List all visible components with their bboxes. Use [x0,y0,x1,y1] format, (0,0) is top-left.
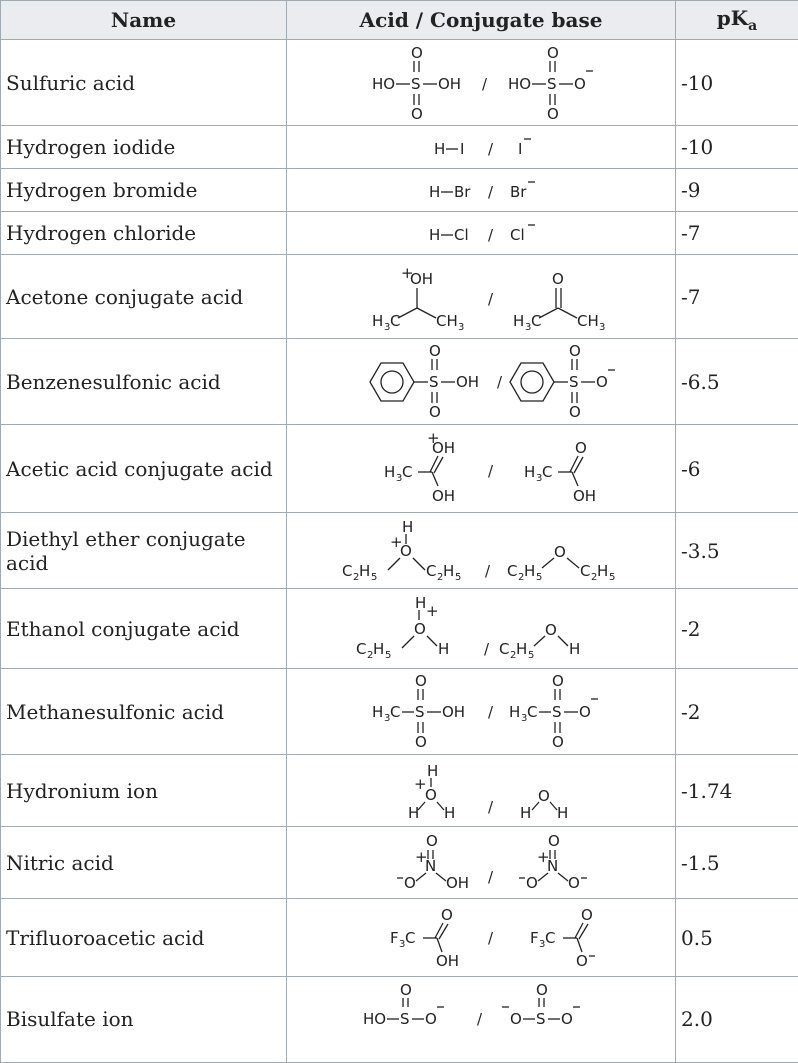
svg-text:O: O [548,832,560,850]
svg-text:/: / [488,290,494,308]
row-pka: -2 [676,589,798,669]
svg-text:O: O [575,439,587,457]
structure-nitric-acid [287,827,676,899]
structure-hydronium [287,755,676,827]
svg-text:2: 2 [591,572,597,583]
svg-text:Br: Br [454,183,471,201]
svg-text:H: H [373,640,384,658]
svg-text:O: O [552,270,564,288]
svg-text:3: 3 [384,713,390,724]
row-name: Trifluoroacetic acid [1,899,287,977]
svg-text:/: / [488,703,494,721]
row-pka: -10 [676,40,798,126]
table-row [1,899,798,977]
row-pka: -7 [676,212,798,255]
svg-text:OH: OH [410,270,433,288]
svg-text:OH: OH [456,373,479,391]
base-structure [530,906,595,970]
svg-text:O: O [415,733,427,751]
svg-text:S: S [547,75,557,93]
structure-hydrogen-bromide [287,169,676,212]
svg-text:H: H [408,804,419,822]
svg-text:H: H [384,463,395,481]
svg-text:/: / [488,183,494,201]
row-pka: -2 [676,669,798,755]
base-structure [520,787,568,822]
svg-text:5: 5 [536,572,542,583]
acid-structure [356,594,449,661]
svg-text:5: 5 [609,572,615,583]
svg-text:3: 3 [539,939,545,950]
svg-text:O: O [425,786,437,804]
svg-text:O: O [538,787,550,805]
svg-text:O: O [545,621,557,639]
table-row [1,169,798,212]
svg-text:5: 5 [385,650,391,661]
svg-text:3: 3 [396,473,402,484]
svg-text:/: / [488,140,494,158]
table-row [1,513,798,589]
svg-text:O: O [429,342,441,360]
acid-structure [370,342,479,421]
svg-text:C: C [527,703,537,721]
svg-text:/: / [497,373,503,391]
row-pka: -9 [676,169,798,212]
header-pka-main: pK [717,6,748,30]
row-name: Nitric acid [1,827,287,899]
svg-text:I: I [460,140,464,158]
svg-text:/: / [488,226,494,244]
svg-text:3: 3 [458,322,464,333]
row-name: Hydronium ion [1,755,287,827]
svg-text:O: O [596,373,608,391]
table-row [1,977,798,1063]
structure-bisulfate-ion [287,977,676,1063]
base-structure [524,439,596,505]
svg-text:C: C [390,312,400,330]
table-row [1,126,798,169]
svg-text:5: 5 [371,572,377,583]
base-structure [513,270,605,333]
svg-text:S: S [569,373,579,391]
svg-text:OH: OH [436,952,459,970]
svg-text:S: S [429,373,439,391]
svg-text:O: O [554,543,566,561]
structure-acetone [287,255,676,339]
svg-text:CH: CH [577,312,599,330]
row-name: Benzenesulfonic acid [1,339,287,425]
svg-text:CH: CH [436,312,458,330]
svg-text:2: 2 [353,572,359,583]
svg-text:+: + [537,848,550,866]
svg-text:H: H [443,562,454,580]
acid-structure [408,762,455,822]
acid-structure [372,44,461,123]
svg-text:O: O [429,403,441,421]
svg-text:O: O [581,906,593,924]
row-name: Diethyl ether conjugate acid [1,513,287,589]
svg-text:O: O [552,733,564,751]
svg-text:2: 2 [367,650,373,661]
svg-text:S: S [415,703,425,721]
table-row [1,255,798,339]
svg-text:O: O [425,1010,437,1028]
svg-text:O: O [576,952,588,970]
svg-text:O: O [414,620,426,638]
svg-text:O: O [568,874,580,892]
svg-text:Br: Br [510,183,527,201]
svg-text:C: C [531,312,541,330]
svg-text:O: O [400,542,412,560]
header-pka[interactable] [676,1,798,40]
svg-text:F: F [390,929,399,947]
svg-text:C: C [507,562,517,580]
svg-text:/: / [485,562,491,580]
svg-text:C: C [390,703,400,721]
svg-text:3: 3 [399,939,405,950]
svg-text:O: O [569,403,581,421]
row-name: Methanesulfonic acid [1,669,287,755]
svg-text:+: + [414,775,427,793]
svg-text:O: O [574,75,586,93]
svg-text:C: C [342,562,352,580]
svg-text:Cl: Cl [510,226,525,244]
row-pka: -6.5 [676,339,798,425]
structure-sulfuric-acid [287,40,676,126]
svg-text:OH: OH [442,703,465,721]
row-pka: -7 [676,255,798,339]
svg-text:O: O [426,832,438,850]
svg-text:+: + [415,848,428,866]
row-pka: -6 [676,425,798,513]
svg-text:HO: HO [363,1010,386,1028]
svg-text:I: I [518,140,522,158]
svg-text:H: H [429,226,440,244]
header-acid-base[interactable]: Acid / Conjugate base [287,1,676,40]
svg-text:/: / [484,640,490,658]
svg-text:C: C [426,562,436,580]
svg-text:+: + [401,264,414,282]
svg-text:H: H [402,518,413,536]
row-name: Hydrogen bromide [1,169,287,212]
svg-text:C: C [402,463,412,481]
svg-text:OH: OH [573,487,596,505]
svg-text:H: H [415,594,426,612]
svg-text:H: H [444,804,455,822]
row-name: Acetone conjugate acid [1,255,287,339]
svg-text:F: F [530,929,539,947]
svg-text:3: 3 [521,713,527,724]
base-structure [502,981,580,1028]
svg-text:H: H [429,183,440,201]
svg-text:2: 2 [518,572,524,583]
svg-text:H: H [438,640,449,658]
svg-text:O: O [441,906,453,924]
svg-text:H: H [372,312,383,330]
row-pka: -1.74 [676,755,798,827]
acid-structure [342,518,461,583]
svg-text:H: H [524,463,535,481]
structure-methanesulfonic-acid [287,669,676,755]
svg-text:H: H [427,762,438,780]
svg-text:H: H [516,640,527,658]
svg-text:/: / [488,929,494,947]
svg-text:S: S [400,1010,410,1028]
svg-text:3: 3 [536,473,542,484]
header-row [1,1,798,40]
structure-hydrogen-iodide [287,126,676,169]
acid-structure [384,429,455,505]
table-row [1,425,798,513]
svg-text:O: O [411,44,423,62]
base-structure [509,672,598,751]
svg-text:O: O [547,44,559,62]
svg-text:/: / [477,1010,483,1028]
row-pka: 0.5 [676,899,798,977]
acid-structure [397,832,469,892]
svg-text:C: C [499,640,509,658]
svg-text:C: C [580,562,590,580]
svg-text:/: / [488,798,494,816]
structure-diethyl-ether [287,513,676,589]
structure-trifluoroacetic-acid [287,899,676,977]
svg-text:H: H [524,562,535,580]
svg-text:OH: OH [438,75,461,93]
row-name: Sulfuric acid [1,40,287,126]
svg-text:H: H [434,140,445,158]
svg-text:H: H [513,312,524,330]
svg-text:N: N [547,857,558,875]
svg-text:2: 2 [437,572,443,583]
row-name: Hydrogen iodide [1,126,287,169]
svg-text:C: C [545,929,555,947]
svg-text:S: S [552,703,562,721]
svg-text:/: / [488,868,494,886]
svg-text:OH: OH [432,487,455,505]
svg-text:3: 3 [525,322,531,333]
base-structure [507,543,615,583]
svg-text:O: O [526,874,538,892]
row-pka: -10 [676,126,798,169]
header-pka-sub: a [748,18,757,34]
table-row [1,212,798,255]
svg-text:+: + [426,602,439,620]
svg-text:OH: OH [432,439,455,457]
structure-acetic-acid [287,425,676,513]
row-name: Hydrogen chloride [1,212,287,255]
structure-ethanol [287,589,676,669]
svg-text:H: H [372,703,383,721]
svg-text:2: 2 [510,650,516,661]
table-row [1,827,798,899]
row-name: Ethanol conjugate acid [1,589,287,669]
table-row [1,755,798,827]
structure-hydrogen-chloride [287,212,676,255]
row-pka: 2.0 [676,977,798,1063]
svg-text:S: S [411,75,421,93]
svg-text:O: O [415,672,427,690]
svg-text:O: O [411,105,423,123]
svg-text:O: O [561,1010,573,1028]
row-name: Acetic acid conjugate acid [1,425,287,513]
row-pka: -3.5 [676,513,798,589]
svg-text:HO: HO [372,75,395,93]
svg-text:O: O [536,981,548,999]
svg-text:3: 3 [599,322,605,333]
svg-text:H: H [569,640,580,658]
header-name[interactable]: Name [1,1,287,40]
svg-text:H: H [597,562,608,580]
svg-text:HO: HO [508,75,531,93]
base-structure [499,621,580,661]
table-row [1,339,798,425]
base-structure [519,832,587,892]
svg-text:/: / [488,462,494,480]
svg-text:C: C [356,640,366,658]
svg-text:O: O [510,1010,522,1028]
svg-text:H: H [557,804,568,822]
svg-text:S: S [536,1010,546,1028]
svg-text:3: 3 [384,322,390,333]
svg-text:O: O [547,105,559,123]
row-name: Bisulfate ion [1,977,287,1063]
svg-text:/: / [482,75,488,93]
table-row [1,589,798,669]
svg-text:H: H [520,804,531,822]
structure-benzenesulfonic-acid [287,339,676,425]
svg-text:H: H [509,703,520,721]
svg-text:O: O [569,342,581,360]
svg-text:C: C [542,463,552,481]
svg-text:O: O [404,874,416,892]
svg-text:O: O [400,981,412,999]
svg-text:Cl: Cl [454,226,469,244]
svg-text:+: + [427,429,440,447]
acid-structure [390,906,459,970]
acid-structure [372,264,464,333]
svg-text:C: C [405,929,415,947]
table-row [1,40,798,126]
base-structure [510,342,615,421]
base-structure [508,44,593,123]
svg-text:O: O [552,672,564,690]
svg-text:O: O [579,703,591,721]
table-row [1,669,798,755]
acid-structure [363,981,444,1028]
svg-text:+: + [390,533,403,551]
acid-structure [372,672,465,751]
row-pka: -1.5 [676,827,798,899]
svg-text:OH: OH [446,874,469,892]
svg-text:N: N [425,857,436,875]
svg-text:5: 5 [455,572,461,583]
svg-text:5: 5 [528,650,534,661]
svg-text:H: H [359,562,370,580]
